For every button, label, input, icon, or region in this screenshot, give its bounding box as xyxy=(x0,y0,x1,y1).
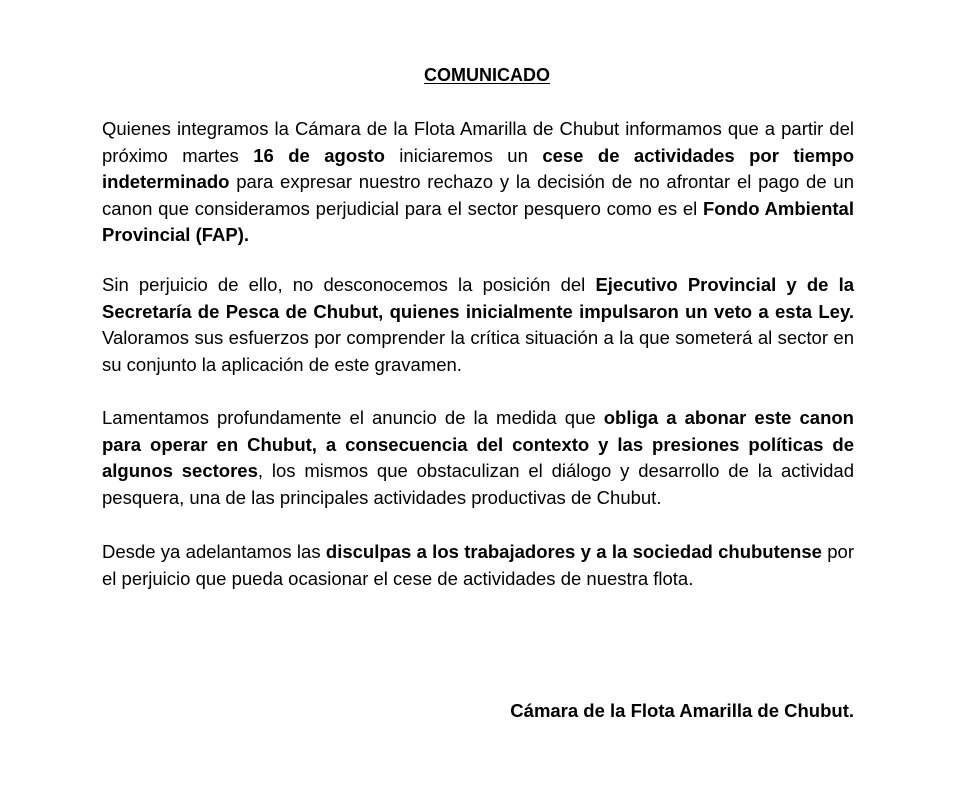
paragraph-text: Quienes integramos la Cámara de la Flota Amarilla de Chubut informamos que a partir del próximo martes xyxy=(102,118,854,166)
paragraph-text: Sin perjuicio de ello, no desconocemos la posición del xyxy=(102,274,596,295)
paragraph-bold-text: obliga a abonar este canon para operar en Chubut, a consecuencia del contexto y las presiones políticas de algunos sectores xyxy=(102,407,854,481)
signature: Cámara de la Flota Amarilla de Chubut. xyxy=(510,700,854,721)
paragraph-bold-text: Fondo Ambiental Provincial (FAP). xyxy=(102,197,854,245)
paragraph-text: , los mismos que obstaculizan el diálogo y desarrollo de la actividad pesquera, una de las principales actividades productivas de Chubut. xyxy=(102,460,854,508)
paragraph-bold-text: disculpas a los trabajadores y a la sociedad chubutense xyxy=(325,541,822,562)
paragraph-executive-position xyxy=(102,272,854,378)
paragraph-text: Valoramos sus esfuerzos por comprender la crítica situación a la que someterá al sector en su conjunto la aplicación de este gravamen. xyxy=(102,327,854,375)
paragraph-bold-text: Ejecutivo Provincial y de la Secretaría de Pesca de Chubut, quienes inicialmente impulsaron un veto a esta Ley. xyxy=(102,274,854,322)
paragraph-apology xyxy=(102,539,854,592)
paragraph-text: iniciaremos un xyxy=(384,144,543,166)
paragraph-text: por el perjuicio que pueda ocasionar el cese de actividades de nuestra flota. xyxy=(102,541,855,589)
paragraph-text: Lamentamos profundamente el anuncio de la medida que xyxy=(102,407,604,428)
paragraph-text: Desde ya adelantamos las xyxy=(102,541,326,562)
paragraph-bold-text: 16 de agosto xyxy=(253,144,385,166)
paragraph-text: para expresar nuestro rechazo y la decisión de no afrontar el pago de un canon que consideramos perjudicial para el sector pesquero como es el xyxy=(102,171,854,219)
document-title: COMUNICADO xyxy=(424,65,550,85)
paragraph-bold-text: cese de actividades por tiempo indeterminado xyxy=(102,144,854,192)
paragraph-announcement xyxy=(102,116,854,249)
paragraph-regret xyxy=(102,405,854,511)
